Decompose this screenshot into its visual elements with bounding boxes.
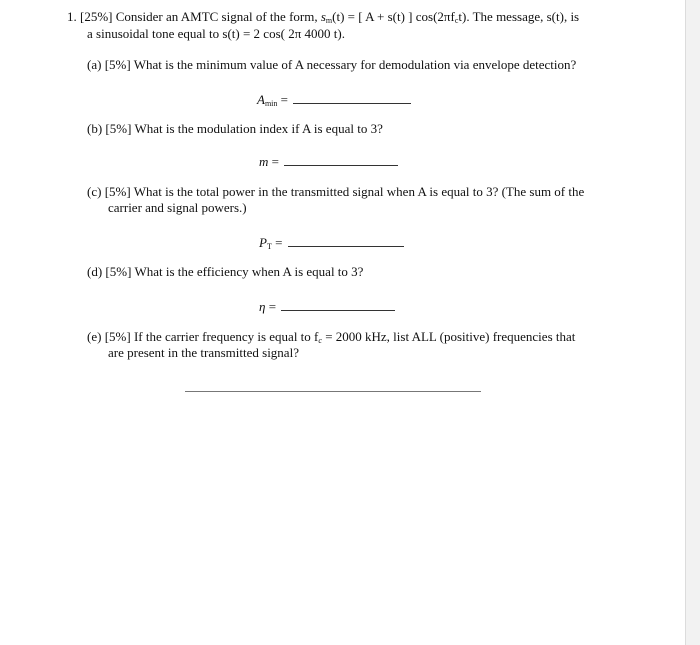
part-a-answer-blank[interactable] [293,90,411,104]
part-e-answer-blank[interactable] [185,391,481,392]
part-a-label: (a) [87,57,102,72]
part-b-weight: [5%] [105,121,132,136]
part-c-text: What is the total power in the transmitted signal when A is equal to 3? (The sum of the [133,184,585,199]
part-a-weight: [5%] [104,57,131,72]
part-c-weight: [5%] [104,184,131,199]
problem-number: 1. [67,9,77,24]
part-c-answer-blank[interactable] [288,233,404,247]
part-e-text: If the carrier frequency is equal to f [133,329,319,344]
part-b-answer-blank[interactable] [284,152,398,166]
part-c-answer-eq: = [271,235,283,250]
formula-lhs: s [320,9,326,24]
part-a-text: What is the minimum value of A necessary for demodulation via envelope detection? [133,57,577,72]
problem-weight: [25%] [80,9,113,24]
formula-lhs-subscript: m [325,16,333,25]
part-b-answer-eq: = [268,154,279,169]
formula-rhs-subscript: c [454,16,459,25]
problem-statement-line2: a sinusoidal tone equal to s(t) = 2 cos( 2π 4000 t). [87,26,345,41]
formula-end: t). [458,9,470,24]
formula-rhs: (t) = [ A + s(t) ] cos(2πf [332,9,455,24]
part-e-text-tail: = 2000 kHz, list ALL (positive) frequencies that [321,329,576,344]
part-d-weight: [5%] [105,264,132,279]
part-d-text: What is the efficiency when A is equal to 3? [134,264,364,279]
part-b-answer-symbol: m [259,154,269,169]
part-a-answer-symbol: A [257,92,265,107]
part-a-answer [257,90,411,112]
part-b-answer [259,152,398,170]
part-c-answer-subscript: T [266,242,272,251]
problem-message-intro: The message, s(t), is [472,9,580,24]
part-e-question-line2: are present in the transmitted signal? [108,345,299,360]
part-e-text-subscript: c [318,336,322,345]
part-c-answer [259,233,404,255]
part-b-label: (b) [87,121,103,136]
part-c-question [87,184,584,200]
part-a-answer-eq: = [277,92,288,107]
part-d-question [87,264,363,280]
part-d-answer-symbol: η [259,299,266,314]
part-d-answer [259,297,395,315]
part-b-question [87,121,383,137]
page-edge-scrollbar[interactable] [685,0,700,645]
part-a-answer-subscript: min [264,99,278,108]
part-a-question [87,57,576,73]
part-d-label: (d) [87,264,103,279]
part-c-answer-symbol: P [259,235,267,250]
part-d-answer-blank[interactable] [281,297,395,311]
part-c-question-line2: carrier and signal powers.) [108,200,247,215]
part-e-weight: [5%] [104,329,131,344]
problem-intro: Consider an AMTC signal of the form, [115,9,318,24]
part-d-answer-eq: = [265,299,277,314]
part-b-text: What is the modulation index if A is equal to 3? [134,121,383,136]
part-c-label: (c) [87,184,102,199]
part-e-label: (e) [87,329,102,344]
